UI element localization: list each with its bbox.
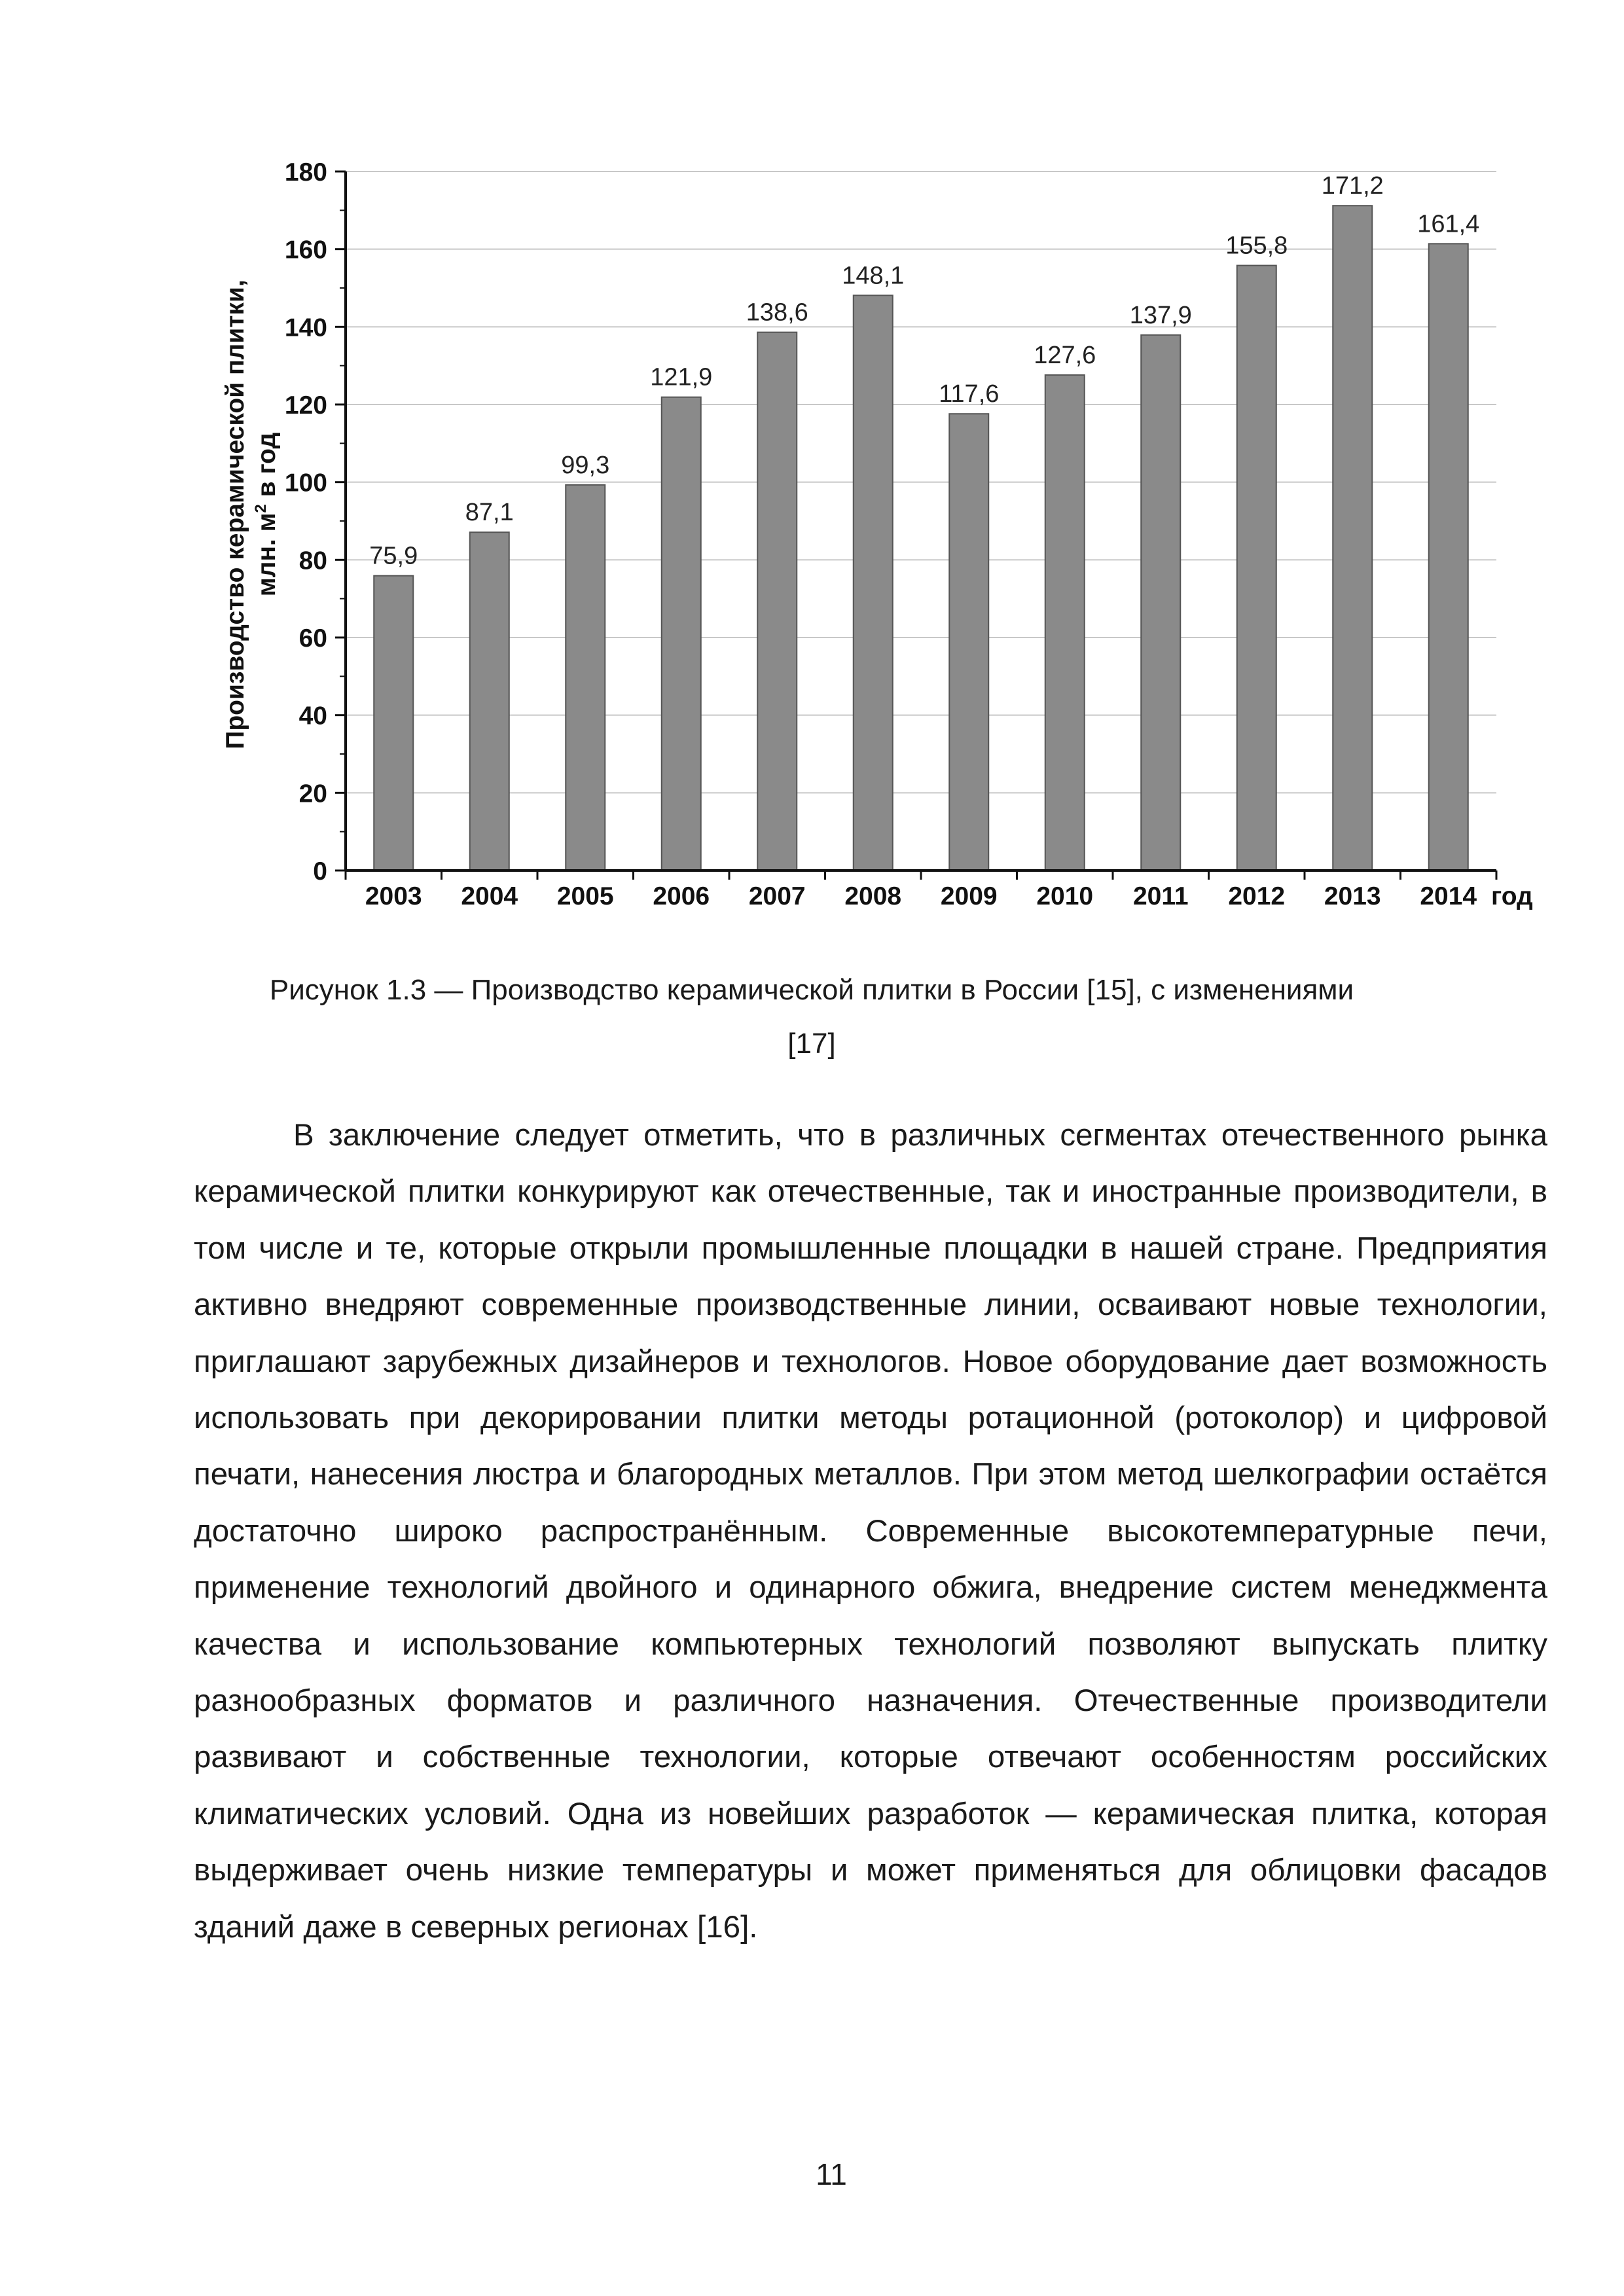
chart-bars bbox=[374, 206, 1468, 870]
x-tick-label: 2011 bbox=[1132, 882, 1189, 910]
chart-grid bbox=[346, 171, 1496, 793]
x-tick-label: 2003 bbox=[365, 882, 422, 910]
bar-value-label: 171,2 bbox=[1321, 172, 1384, 200]
x-tick-label: 2013 bbox=[1324, 882, 1381, 910]
bar bbox=[1045, 375, 1085, 870]
body-paragraph: В заключение следует отметить, что в различных сегментах отечественного рынка керамической плитки конкурируют как отечественные, так и иностранные производители, в том числе и те, которые открыли промышленные площадки в нашей стране. Предприятия активно внедряют современные производственные линии, осваивают новые технологии, приглашают зарубежных дизайнеров и технологов. Новое оборудование дает возможность использовать при декорировании плитки методы ротационной (ротоколор) и цифровой печати, нанесения люстра и благородных металлов. При этом метод шелкографии остаётся достаточно широко распространённым. Современные высокотемпературные печи, применение технологий двойного и одинарного обжига, внедрение систем менеджмента качества и использование компьютерных технологий позволяют выпускать плитку разнообразных форматов и различного назначения. Отечественные производители развивают и собственные технологии, которые отвечают особенностям российских климатических условий. Одна из новейших разработок — керамическая плитка, которая выдерживает очень низкие температуры и может применяться для облицовки фасадов зданий даже в северных регионах [16]. bbox=[194, 1118, 1547, 1945]
y-tick-label: 180 bbox=[284, 158, 327, 187]
y-tick-label: 60 bbox=[298, 624, 327, 653]
y-tick-label: 20 bbox=[298, 780, 327, 808]
bar-value-label: 99,3 bbox=[561, 451, 610, 479]
bar-value-label: 137,9 bbox=[1129, 301, 1192, 329]
x-tick-label: 2012 bbox=[1228, 882, 1286, 910]
y-tick-label: 40 bbox=[298, 702, 327, 730]
y-axis-label-line2: млн. $м^2$ в год bbox=[252, 432, 281, 597]
bar bbox=[757, 332, 797, 870]
y-tick-label: 160 bbox=[284, 236, 327, 264]
x-tick-label: 2005 bbox=[556, 882, 614, 910]
bar-chart bbox=[0, 0, 1624, 956]
x-tick-label: 2014 bbox=[1420, 882, 1477, 910]
bar-value-label: 117,6 bbox=[939, 380, 1000, 408]
bar bbox=[949, 414, 988, 870]
y-axis-label bbox=[221, 279, 281, 749]
bar-value-label: 138,6 bbox=[746, 298, 808, 327]
bar bbox=[854, 295, 893, 870]
figure-caption-line1: Рисунок 1.3 — Производство керамической плитки в России [15], с изменениями bbox=[269, 974, 1354, 1006]
x-tick-label: 2010 bbox=[1036, 882, 1094, 910]
x-tick-label: 2006 bbox=[653, 882, 710, 910]
y-tick-label: 100 bbox=[284, 469, 327, 497]
bar-value-label: 155,8 bbox=[1225, 232, 1288, 260]
figure-caption-line2: [17] bbox=[787, 1028, 836, 1060]
x-axis-label: год bbox=[1491, 882, 1533, 910]
bar bbox=[1429, 243, 1468, 870]
chart-x-tick-labels bbox=[365, 882, 1477, 910]
bar-value-label: 148,1 bbox=[842, 262, 905, 290]
chart-y-tick-labels bbox=[285, 158, 327, 886]
bar bbox=[470, 532, 509, 870]
x-tick-label: 2008 bbox=[844, 882, 902, 910]
bar bbox=[566, 485, 605, 870]
y-tick-label: 80 bbox=[298, 547, 327, 575]
x-tick-label: 2007 bbox=[748, 882, 806, 910]
bar bbox=[1333, 206, 1372, 870]
bar-value-label: 75,9 bbox=[369, 542, 418, 570]
figure-caption bbox=[196, 963, 1427, 1071]
bar bbox=[1141, 335, 1180, 870]
bar bbox=[374, 576, 413, 870]
page-number: 11 bbox=[816, 2157, 847, 2191]
y-tick-label: 140 bbox=[284, 314, 327, 342]
y-axis-label-line1: Производство керамической плитки, bbox=[221, 279, 249, 749]
bar bbox=[1237, 266, 1276, 870]
bar bbox=[662, 397, 701, 870]
bar-value-label: 87,1 bbox=[465, 499, 514, 527]
y-tick-label: 0 bbox=[313, 857, 327, 886]
y-tick-label: 120 bbox=[284, 391, 327, 420]
chart-value-labels bbox=[369, 172, 1479, 569]
bar-value-label: 161,4 bbox=[1417, 210, 1480, 238]
x-tick-label: 2004 bbox=[461, 882, 518, 910]
bar-value-label: 121,9 bbox=[650, 363, 713, 391]
x-tick-label: 2009 bbox=[940, 882, 998, 910]
bar-value-label: 127,6 bbox=[1034, 341, 1096, 369]
